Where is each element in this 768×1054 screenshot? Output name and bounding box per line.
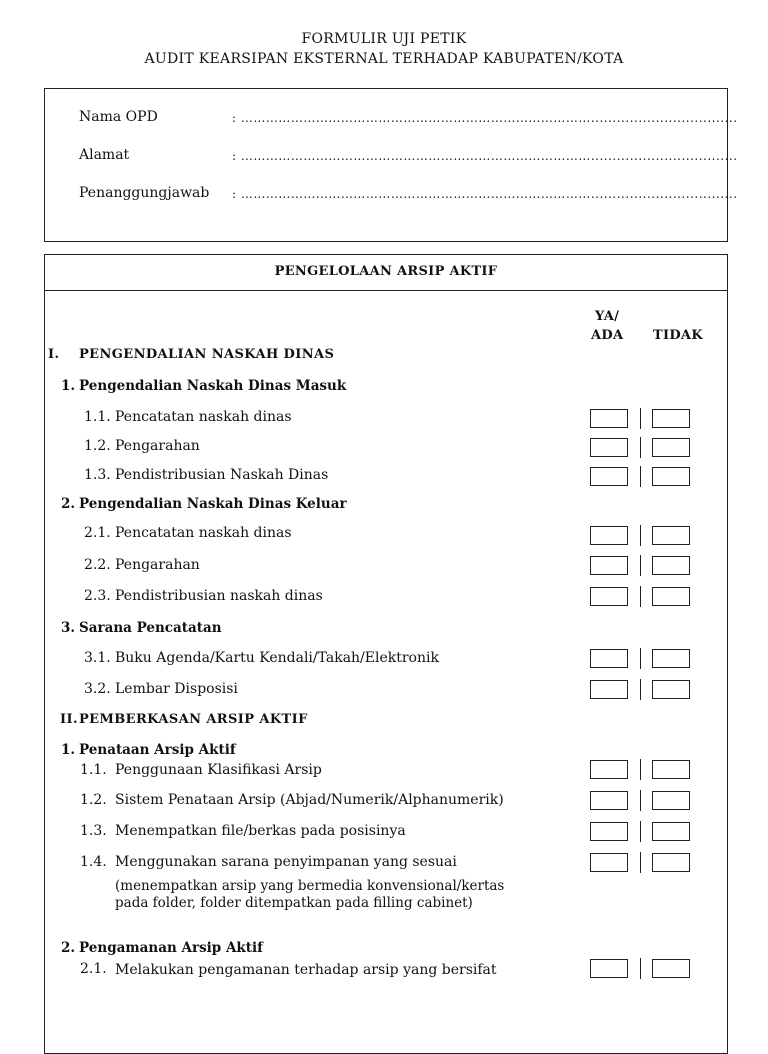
column-divider [640, 586, 641, 607]
subsection-1-1-number: 1. [61, 378, 76, 394]
subsection-1-1-heading: Pengendalian Naskah Dinas Masuk [79, 378, 347, 394]
subsection-1-3-heading: Sarana Pencatatan [79, 620, 222, 636]
subsection-1-3-number: 3. [61, 620, 76, 636]
item-number: 3.2. [84, 681, 111, 697]
column-divider [640, 852, 641, 873]
tidak-checkbox[interactable] [652, 822, 690, 841]
column-divider [640, 790, 641, 811]
penanggungjawab-field[interactable]: : ………………………………………………………………………….................................. [232, 187, 738, 201]
ya-checkbox[interactable] [590, 680, 628, 699]
tidak-checkbox[interactable] [652, 409, 690, 428]
item-label: Pendistribusian Naskah Dinas [115, 467, 329, 483]
tidak-checkbox[interactable] [652, 853, 690, 872]
tidak-checkbox[interactable] [652, 467, 690, 486]
item-label: Pencatatan naskah dinas [115, 409, 292, 425]
ya-checkbox[interactable] [590, 556, 628, 575]
column-divider [640, 679, 641, 700]
item-number: 2.1. [80, 961, 107, 977]
header-divider [44, 290, 728, 291]
ya-checkbox[interactable] [590, 822, 628, 841]
ya-checkbox[interactable] [590, 760, 628, 779]
section-2-number: II. [60, 712, 78, 727]
column-divider [640, 958, 641, 979]
subsection-2-1-heading: Penataan Arsip Aktif [79, 742, 236, 758]
ya-checkbox[interactable] [590, 526, 628, 545]
item-number: 2.3. [84, 588, 111, 604]
tidak-checkbox[interactable] [652, 760, 690, 779]
tidak-checkbox[interactable] [652, 556, 690, 575]
column-divider [640, 821, 641, 842]
tidak-checkbox[interactable] [652, 649, 690, 668]
tidak-checkbox[interactable] [652, 959, 690, 978]
item-number: 1.4. [80, 854, 107, 870]
item-number: 1.3. [84, 467, 111, 483]
tidak-checkbox[interactable] [652, 680, 690, 699]
item-note: (menempatkan arsip yang bermedia konvensional/kertas pada folder, folder ditempatkan pada filling cabinet) [115, 878, 505, 911]
item-label: Sistem Penataan Arsip (Abjad/Numerik/Alphanumerik) [115, 792, 504, 808]
subsection-2-1-number: 1. [61, 742, 76, 758]
item-label: Menempatkan file/berkas pada posisinya [115, 823, 406, 839]
nama-opd-field[interactable]: : ………………………………………………………………………….................................. [232, 111, 738, 125]
tidak-checkbox[interactable] [652, 791, 690, 810]
item-label: Pengarahan [115, 438, 200, 454]
item-number: 2.1. [84, 525, 111, 541]
col-tidak-header: TIDAK [653, 328, 703, 343]
section-2-heading: PEMBERKASAN ARSIP AKTIF [79, 712, 308, 727]
alamat-label: Alamat [79, 147, 130, 163]
column-divider [640, 648, 641, 669]
form-title: FORMULIR UJI PETIK [301, 31, 467, 47]
item-label: Menggunakan sarana penyimpanan yang sesuai [115, 854, 457, 870]
item-label: Pengarahan [115, 557, 200, 573]
item-label: Melakukan pengamanan terhadap arsip yang bersifat [115, 962, 497, 978]
item-number: 1.3. [80, 823, 107, 839]
item-number: 1.1. [80, 762, 107, 778]
column-divider [640, 555, 641, 576]
ya-checkbox[interactable] [590, 438, 628, 457]
item-number: 3.1. [84, 650, 111, 666]
ya-checkbox[interactable] [590, 853, 628, 872]
ya-checkbox[interactable] [590, 959, 628, 978]
tidak-checkbox[interactable] [652, 526, 690, 545]
col-ya-header-line2: ADA [591, 328, 624, 343]
ya-checkbox[interactable] [590, 409, 628, 428]
section-1-heading: PENGENDALIAN NASKAH DINAS [79, 347, 335, 362]
subsection-2-2-heading: Pengamanan Arsip Aktif [79, 940, 263, 956]
column-divider [640, 437, 641, 458]
ya-checkbox[interactable] [590, 791, 628, 810]
item-number: 2.2. [84, 557, 111, 573]
ya-checkbox[interactable] [590, 587, 628, 606]
tidak-checkbox[interactable] [652, 587, 690, 606]
item-label: Buku Agenda/Kartu Kendali/Takah/Elektronik [115, 650, 439, 666]
section-1-number: I. [48, 347, 60, 362]
item-number: 1.1. [84, 409, 111, 425]
subsection-1-2-heading: Pengendalian Naskah Dinas Keluar [79, 496, 347, 512]
subsection-1-2-number: 2. [61, 496, 76, 512]
ya-checkbox[interactable] [590, 467, 628, 486]
column-divider [640, 759, 641, 780]
ya-checkbox[interactable] [590, 649, 628, 668]
item-label: Lembar Disposisi [115, 681, 238, 697]
column-divider [640, 408, 641, 429]
subsection-2-2-number: 2. [61, 940, 76, 956]
item-label: Penggunaan Klasifikasi Arsip [115, 762, 322, 778]
penanggungjawab-label: Penanggungjawab [79, 185, 210, 201]
column-divider [640, 525, 641, 546]
section-title: PENGELOLAAN ARSIP AKTIF [274, 264, 498, 279]
item-number: 1.2. [84, 438, 111, 454]
tidak-checkbox[interactable] [652, 438, 690, 457]
form-subtitle: AUDIT KEARSIPAN EKSTERNAL TERHADAP KABUPATEN/KOTA [144, 51, 624, 67]
column-divider [640, 466, 641, 487]
alamat-field[interactable]: : ………………………………………………………………………….................................. [232, 149, 738, 163]
item-number: 1.2. [80, 792, 107, 808]
item-label: Pendistribusian naskah dinas [115, 588, 323, 604]
nama-opd-label: Nama OPD [79, 109, 158, 125]
item-label: Pencatatan naskah dinas [115, 525, 292, 541]
col-ya-header-line1: YA/ [595, 309, 620, 324]
